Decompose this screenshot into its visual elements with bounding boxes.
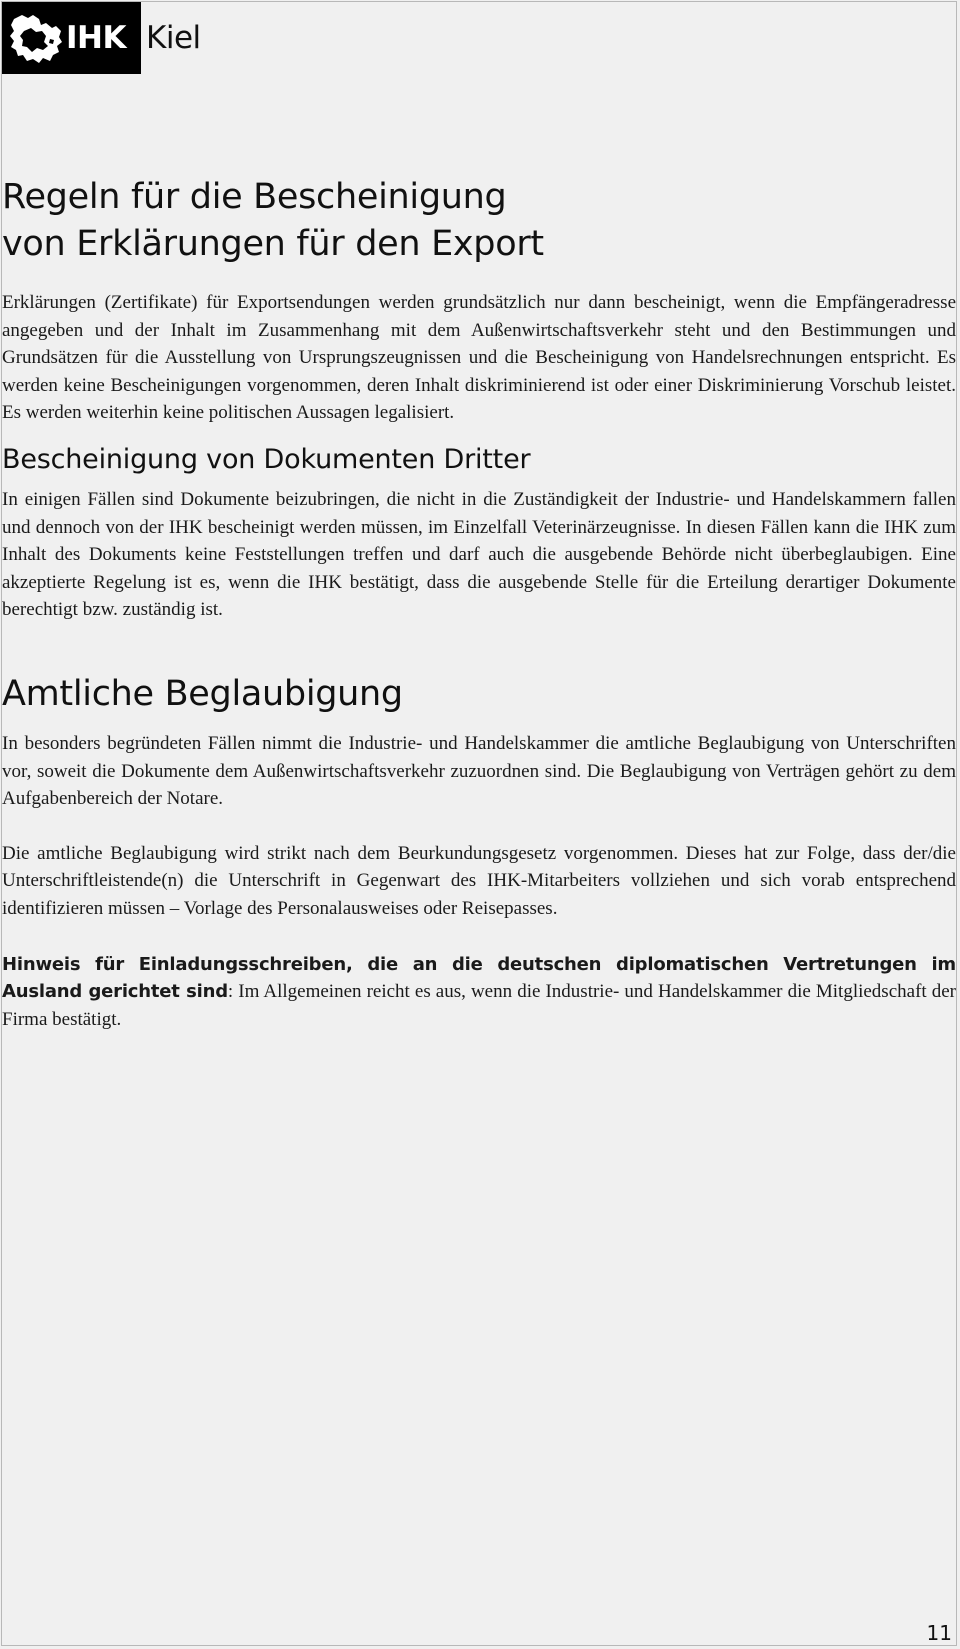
document-content bbox=[2, 174, 958, 1033]
main-heading-line2: von Erklärungen für den Export bbox=[2, 224, 544, 264]
logo-ihk-text: IHK bbox=[66, 20, 127, 56]
heading-official-certification: Amtliche Beglaubigung bbox=[2, 673, 403, 714]
main-heading bbox=[2, 174, 958, 268]
main-heading-line1: Regeln für die Bescheinigung bbox=[2, 177, 507, 217]
page-number: 11 bbox=[926, 1621, 952, 1645]
schleswig-holstein-map-icon bbox=[6, 9, 64, 67]
paragraph-official-certification-1: In besonders begründeten Fällen nimmt die Industrie- und Handelskammer die amtliche Beglaubigung von Unterschriften vor, soweit die Dokumente dem Außenwirtschaftsverkehr zuzuordnen sind. Die Beglaubigung von Verträgen gehört zu dem Aufgabenbereich der Notare. bbox=[2, 732, 956, 810]
logo-city-text: Kiel bbox=[146, 20, 201, 56]
paragraph-export-rules: Erklärungen (Zertifikate) für Exportsendungen werden grundsätzlich nur dann bescheinigt, wenn die Empfängeradresse angegeben und der Inhalt im Zusammenhang mit dem Außenwirtschaftsverkehr steht und den Bestimmungen und Grundsätzen für die Ausstellung von Ursprungszeugnissen und die Bescheinigung von Handelsrechnungen entspricht. Es werden keine Bescheinigungen vorgenommen, deren Inhalt diskriminierend ist oder einer Diskriminierung Vorschub leistet. Es werden weiterhin keine politischen Aussagen legalisiert. bbox=[2, 292, 956, 424]
paragraph-invitation-note bbox=[2, 951, 956, 1034]
invitation-note-lead: Hinweis für Einladungsschreiben, die an die deutschen diplomatischen Vertretungen im Ausland gerichtet sind bbox=[2, 953, 956, 1003]
heading-third-party-documents: Bescheinigung von Dokumenten Dritter bbox=[2, 443, 531, 475]
invitation-note-body: : Im Allgemeinen reicht es aus, wenn die Industrie- und Handelskammer die Mitgliedschaft der Firma bestätigt. bbox=[2, 981, 957, 1030]
logo-black-box bbox=[2, 2, 141, 74]
ihk-kiel-logo bbox=[2, 2, 201, 74]
paragraph-third-party-documents: In einigen Fällen sind Dokumente beizubringen, die nicht in die Zuständigkeit der Industrie- und Handelskammern fallen und dennoch von der IHK bescheinigt werden müssen, im Einzelfall Veterinärzeugnisse. In diesen Fällen kann die IHK zum Inhalt des Dokuments keine Feststellungen treffen und darf auch die ausgebende Behörde nicht überbeglaubigen. Eine akzeptierte Regelung ist es, wenn die IHK bestätigt, dass die ausgebende Stelle für die Erteilung derartiger Dokumente berechtigt bzw. zuständig ist. bbox=[2, 488, 956, 621]
paragraph-official-certification-2: Die amtliche Beglaubigung wird strikt nach dem Beurkundungsgesetz vorgenommen. Dieses hat zur Folge, dass der/die Unterschriftleistende(n) die Unterschrift in Gegenwart des IHK-Mitarbeiters vollziehen und sich vorab entsprechend identifizieren müssen – Vorlage des Personalausweises oder Reisepasses. bbox=[2, 842, 956, 919]
